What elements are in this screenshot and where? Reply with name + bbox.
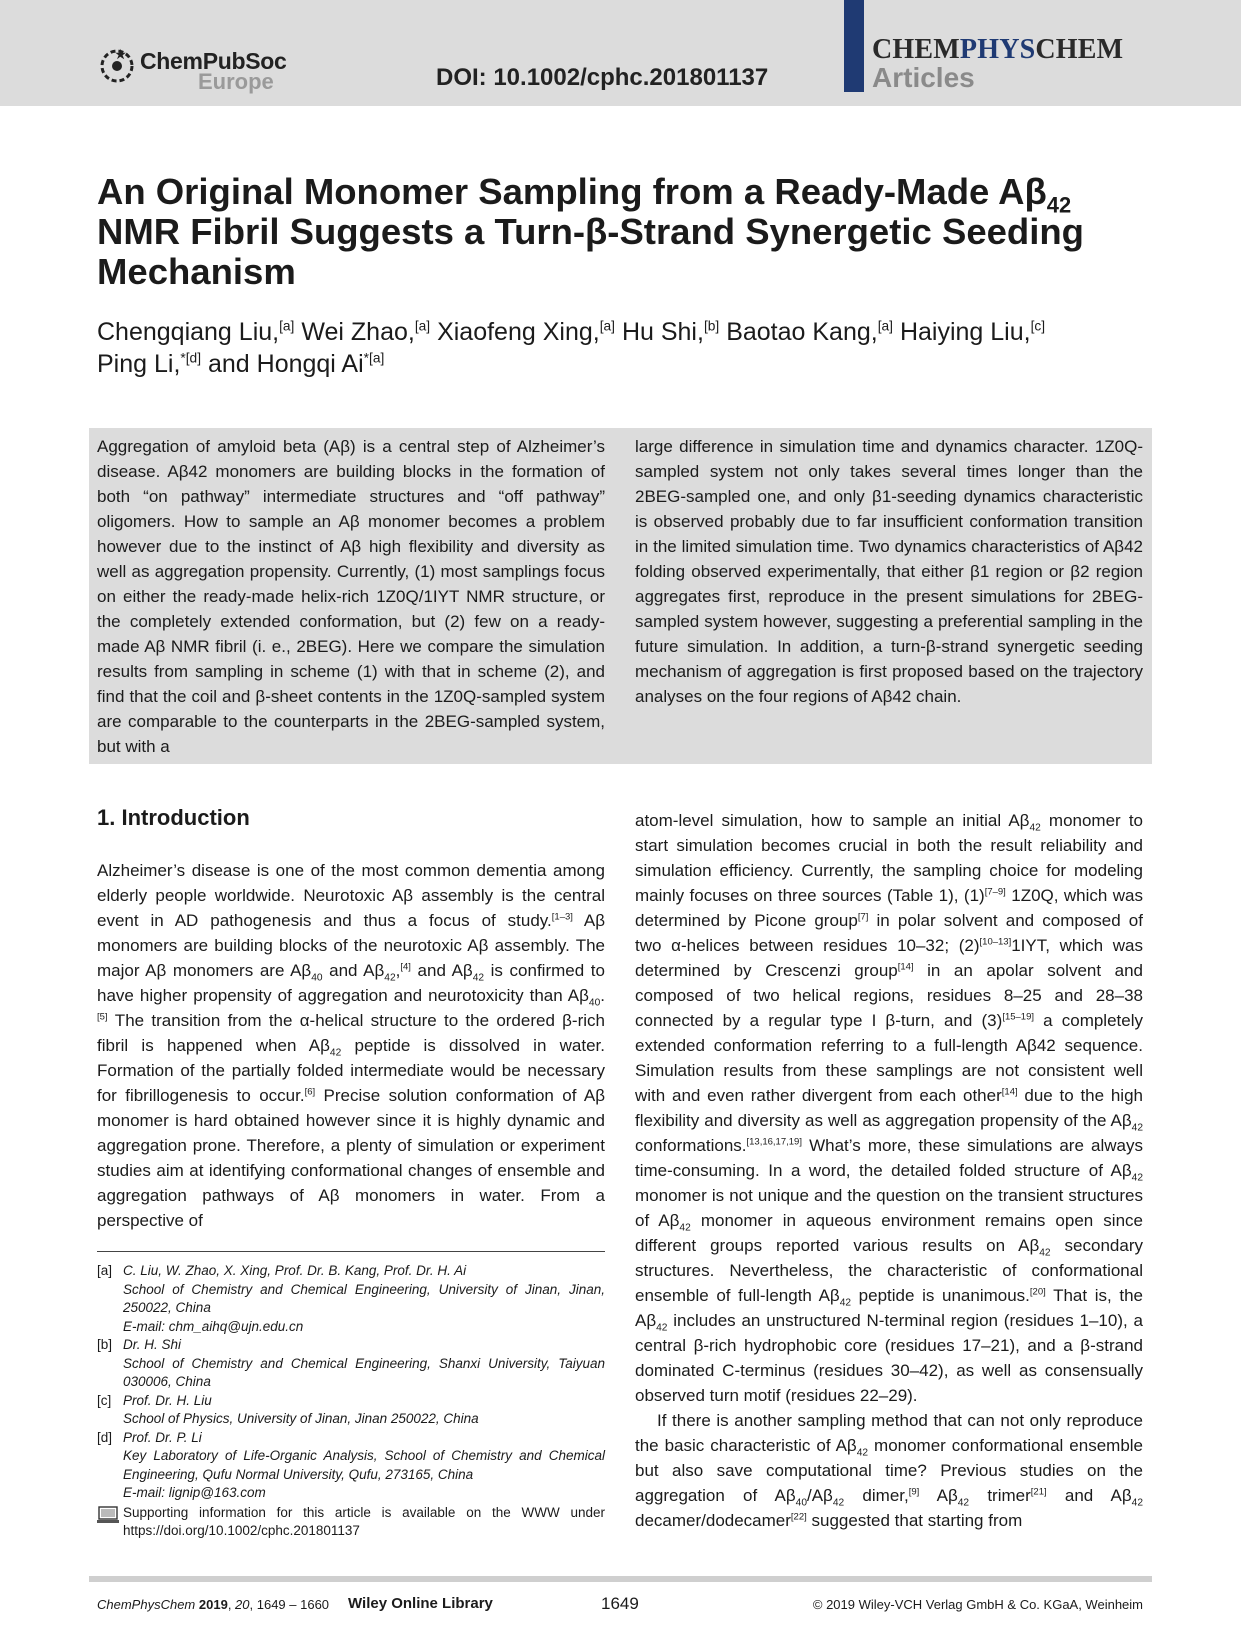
supporting-info-note	[97, 1504, 605, 1541]
citation-pages: , 1649 – 1660	[249, 1597, 330, 1612]
author: Hu Shi,[b]	[621, 318, 720, 346]
article-type: Articles	[872, 62, 975, 93]
reference-citation[interactable]: [7–9]	[984, 886, 1006, 898]
copyright: © 2019 Wiley-VCH Verlag GmbH & Co. KGaA, Weinheim	[812, 1597, 1143, 1612]
author-list	[97, 316, 1157, 380]
footnote-divider	[97, 1251, 605, 1252]
abstract-right-column: large difference in simulation time and dynamics character. 1Z0Q-sampled system not only takes several times longer than the 2BEG-sampled one, and only β1-seeding dynamics characteristic is observed probably due to far insufficient conformation transition in the limited simulation time. Two dynamics characteristics of Aβ42 folding observed experimentally, that either β1 region or β2 region aggregates first, reproduce in the present simulations for 2BEG-sampled system however, suggesting a preferential sampling in the future simulation. In addition, a turn-β-strand synergetic seeding mechanism of aggregation is first proposed based on the trajectory analyses on the four regions of Aβ42 chain.	[635, 437, 1143, 706]
journal-name-part: CHEM	[872, 34, 960, 65]
affiliation-note	[97, 1429, 605, 1503]
author: Ping Li,$^{*[d]}$	[97, 350, 202, 378]
author: Baotao Kang,[a]	[726, 318, 893, 346]
title-line: NMR Fibril Suggests a Turn-β-Strand Synergetic Seeding	[97, 211, 1084, 252]
journal-abbrev: ChemPhysChem	[97, 1597, 196, 1612]
subscript: 40	[311, 972, 323, 984]
reference-citation[interactable]: [22]	[790, 1511, 807, 1523]
footnote-line: C. Liu, W. Zhao, X. Xing, Prof. Dr. B. Kang, Prof. Dr. H. Ai	[123, 1263, 467, 1278]
footnote-label: [b]	[97, 1337, 113, 1352]
subscript: 42	[832, 1497, 845, 1509]
reference-citation[interactable]: [13,16,17,19]	[746, 1136, 802, 1148]
author-line	[97, 316, 1157, 348]
author-line	[97, 348, 1157, 380]
abstract-left-column: Aggregation of amyloid beta (Aβ) is a central step of Alzheimer’s disease. Aβ42 monomers are building blocks in the formation of both “on pathway” intermediate structures and “off pathway” oligomers. How to sample an Aβ monomer becomes a problem however due to the instinct of Aβ high flexibility and diversity as well as aggregation propensity. Currently, (1) most samplings focus on either the ready-made helix-rich 1Z0Q/1IYT NMR structure, or the completely extended conformation, but (2) few on a ready-made Aβ NMR fibril (i. e., 2BEG). Here we compare the simulation results from sampling in scheme (1) with that in scheme (2), and find that the coil and β-sheet contents in the 1Z0Q-sampled system are comparable to the counterparts in the 2BEG-sampled system, but with a	[97, 437, 605, 756]
subscript: 40	[795, 1497, 807, 1509]
section-heading: 1. Introduction	[97, 805, 250, 830]
reference-citation[interactable]: [5]	[97, 1011, 108, 1023]
title-line: Mechanism	[97, 251, 296, 292]
reference-citation[interactable]: [7]	[857, 911, 869, 923]
subscript: 42	[384, 972, 396, 984]
reference-citation[interactable]: [9]	[908, 1486, 920, 1498]
journal-name-part: PHYS	[959, 34, 1036, 65]
doi-label[interactable]: DOI: 10.1002/cphc.201801137	[436, 64, 769, 91]
footnote-line: Prof. Dr. H. Liu	[123, 1392, 212, 1408]
subscript: 42	[1039, 1247, 1051, 1259]
reference-citation[interactable]: [15–19]	[1002, 1011, 1035, 1023]
footnote-line: Dr. H. Shi	[123, 1337, 182, 1352]
body-paragraph: If there is another sampling method that can not only reproduce the basic characteristic of $A\beta_{42}$ monomer conformational ensemble but also save computational time? Previous studies on the aggregation of $A\beta_{40}/A\beta_{42}$ dimer,[9] $A\beta_{42}$ trimer[21] and $A\beta_{42}$ decamer/dodecamer[22] suggested that starting from	[635, 1411, 1143, 1530]
page-number: 1649	[601, 1594, 639, 1613]
reference-citation[interactable]: [20]	[1029, 1286, 1046, 1298]
subscript: 42	[856, 1447, 869, 1459]
wiley-online-library-link[interactable]: Wiley Online Library	[348, 1595, 493, 1612]
subscript: 42	[1131, 1122, 1143, 1134]
supporting-info-text[interactable]: Supporting information for this article is available on the WWW under https://doi.org/10.1002/cphc.201801137	[123, 1504, 605, 1538]
subscript: 40	[588, 997, 601, 1009]
intro-left-column: Alzheimer’s disease is one of the most common dementia among elderly people worldwide. Neurotoxic Aβ assembly is the central event in AD pathogenesis and thus a focus of study.[1–3] Aβ monomers are building blocks of the neurotoxic Aβ assembly. The major Aβ monomers are $A\beta_{40}$ and $A\beta_{42},[4]$ and $A\beta_{42}$ is confirmed to have higher propensity of aggregation and neurotoxicity than $A\beta_{40}.[5]$ The transition from the α-helical structure to the ordered β-rich fibril is happened when $A\beta_{42}$ peptide is dissolved in water. Formation of the partially folded intermediate would be necessary for fibrillogenesis to occur.[6] Precise solution conformation of Aβ monomer is hard obtained however since it is highly dynamic and aggregation prone. Therefore, a plenty of simulation or experiment studies aim at identifying conformational changes of ensemble and aggregation pathways of Aβ monomers in water. From a perspective of	[97, 861, 606, 1230]
citation-year: 2019	[198, 1597, 228, 1612]
body-paragraph: atom-level simulation, how to sample an initial $A\beta_{42}$ monomer to start simulation becomes crucial in both the result reliability and simulation efficiency. Currently, the sampling choice for modeling mainly focuses on three sources (Table 1), (1)[7–9] 1Z0Q, which was determined by Picone group[7] in polar solvent and composed of two α-helices between residues 10–32; (2)[10–13]1IYT, which was determined by Crescenzi group[14] in an apolar solvent and composed of two helical regions, residues 8–25 and 28–38 connected by a regular type I β-turn, and (3)[15–19] a completely extended conformation referring to a full-length Aβ42 sequence. Simulation results from these samplings are not consistent well with and even rather divergent from each other[14] due to the high flexibility and diversity as well as aggregation propensity of the $A\beta_{42}$ conformations.[13,16,17,19] What’s more, these simulations are always time-consuming. In a word, the detailed folded structure of $A\beta_{42}$ monomer is not unique and the question on the transient structures of $A\beta_{42}$ monomer in aqueous environment remains open since different groups reported various results on $A\beta_{42}$ secondary structures. Nevertheless, the characteristic of conformational ensemble of full-length $A\beta_{42}$ peptide is unanimous.[20] That is, the $A\beta_{42}$ includes an unstructured N-terminal region (residues 1–10), a central β-rich hydrophobic core (residues 17–21), and a β-strand dominated C-terminus (residues 30–42), as well as consensually observed turn motif (residues 22–29).	[635, 811, 1144, 1405]
citation-volume: 20	[235, 1597, 250, 1612]
footnote-line: School of Chemistry and Chemical Engineering, Shanxi University, Taiyuan 030006, China	[123, 1355, 605, 1389]
footnote-email[interactable]: E-mail: chm_aihq@ujn.edu.cn	[123, 1318, 304, 1334]
intro-right-column	[635, 808, 1143, 1533]
subscript: 42	[1029, 822, 1041, 834]
computer-icon	[97, 1506, 119, 1524]
author: and Hongqi $Ai^{*[a]}$	[207, 350, 385, 378]
footnote-line: School of Chemistry and Chemical Engineering, University of Jinan, Jinan, 250022, China	[123, 1281, 605, 1315]
reference-citation[interactable]: [14]	[897, 961, 914, 973]
subscript: 42	[329, 1047, 342, 1059]
footnote-label: [c]	[97, 1392, 112, 1408]
publisher-name: ChemPubSoc	[140, 48, 287, 74]
reference-citation[interactable]: [21]	[1030, 1486, 1047, 1498]
affiliation-note	[97, 1262, 605, 1336]
footnote-label: [d]	[97, 1429, 113, 1445]
citation-line: ChemPhysChem 2019, 20, 1649 – 1660	[97, 1597, 330, 1612]
reference-citation[interactable]: [10–13]	[979, 936, 1012, 948]
chempubsoc-logo-icon	[97, 46, 137, 86]
reference-citation[interactable]: [4]	[400, 961, 411, 973]
affiliation-footnotes	[97, 1262, 605, 1541]
footnote-line: Key Laboratory of Life-Organic Analysis, School of Chemistry and Chemical Engineering, Qufu Normal University, Qufu, 273165, China	[123, 1448, 605, 1482]
reference-citation[interactable]: [1–3]	[551, 911, 573, 923]
author: Haiying Liu,[c]	[899, 318, 1046, 346]
reference-citation[interactable]: [6]	[304, 1086, 316, 1098]
article-title	[97, 172, 1157, 292]
affiliation-note	[97, 1392, 605, 1429]
author: Xiaofeng Xing,[a]	[437, 318, 615, 346]
title-text: An Original Monomer Sampling from a Ready-Made Aβ	[97, 171, 1047, 212]
subscript: 42	[656, 1322, 668, 1334]
affiliation-note	[97, 1336, 605, 1392]
footnote-line: School of Physics, University of Jinan, Jinan 250022, China	[123, 1411, 479, 1426]
journal-accent-bar	[844, 0, 864, 92]
subscript: 42	[1131, 1497, 1143, 1509]
footnote-line: Prof. Dr. P. Li	[123, 1429, 202, 1445]
subscript: 42	[957, 1497, 970, 1509]
reference-citation[interactable]: [14]	[1001, 1086, 1018, 1098]
author: Chengqiang Liu,[a]	[97, 318, 295, 346]
journal-name-part: CHEM	[1035, 34, 1124, 65]
publisher-region: Europe	[198, 69, 274, 94]
title-subscript: 42	[1046, 192, 1072, 218]
subscript: 42	[679, 1222, 691, 1234]
footnote-label: [a]	[97, 1263, 113, 1278]
subscript: 42	[472, 972, 485, 984]
subscript: 42	[1131, 1172, 1143, 1184]
subscript: 42	[839, 1297, 852, 1309]
footnote-email[interactable]: E-mail: lignip@163.com	[123, 1485, 266, 1500]
footer-divider	[89, 1576, 1152, 1582]
title-line	[97, 171, 1157, 218]
author: Wei Zhao,[a]	[301, 318, 431, 346]
